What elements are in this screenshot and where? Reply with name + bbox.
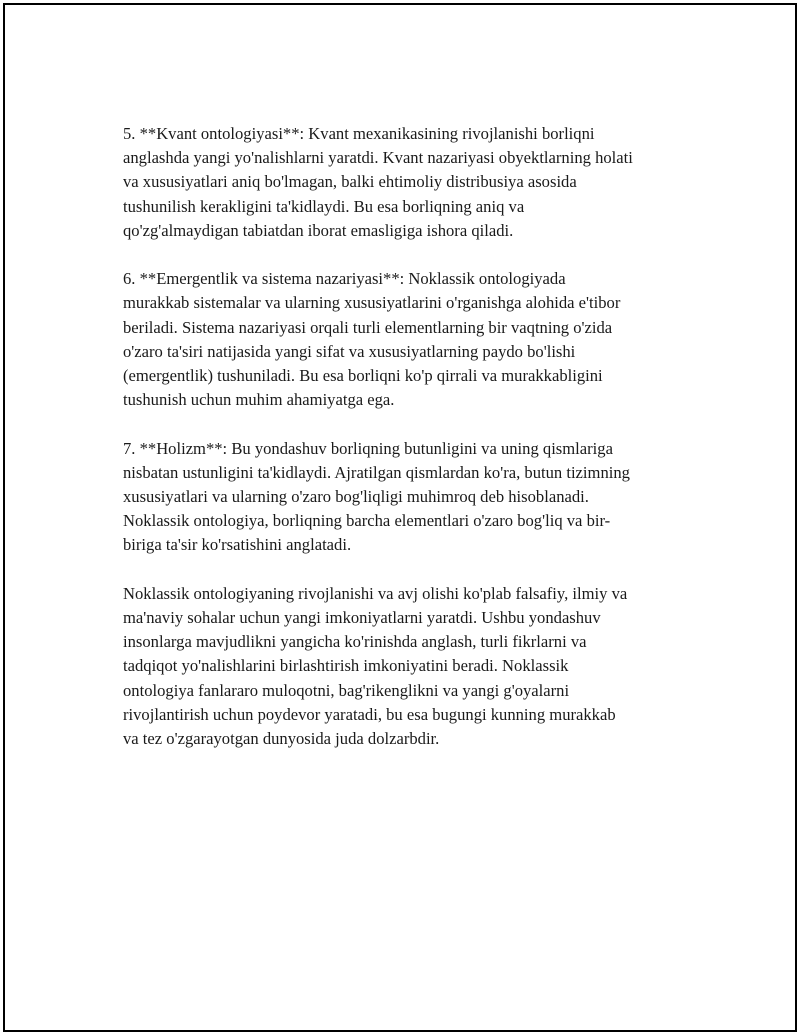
text-line: nisbatan ustunligini ta'kidlaydi. Ajratilgan qismlardan ko'ra, butun tizimning [123,462,630,482]
text-line: va tez o'zgarayotgan dunyosida juda dolzarbdir. [123,729,440,749]
text-line: tushunilish kerakligini ta'kidlaydi. Bu esa borliqning aniq va [123,196,525,216]
paragraph-conclusion [123,582,703,751]
paragraph-kvant-ontologiyasi [123,122,703,243]
text-line: va xususiyatlari aniq bo'lmagan, balki ehtimoliy distribusiya asosida [123,172,577,192]
text-line: anglashda yangi yo'nalishlarni yaratdi. Kvant nazariyasi obyektlarning holati [123,148,633,168]
text-line: xususiyatlari va ularning o'zaro bog'liqligi muhimroq deb hisoblanadi. [123,487,589,507]
paragraph-holizm [123,437,703,558]
text-line: (emergentlik) tushuniladi. Bu esa borliqni ko'p qirrali va murakkabligini [123,366,603,386]
text-line: qo'zg'almaydigan tabiatdan iborat emasligiga ishora qiladi. [123,220,514,240]
text-line: ontologiya fanlararo muloqotni, bag'rikenglikni va yangi g'oyalarni [123,680,570,700]
text-line: 7. **Holizm**: Bu yondashuv borliqning butunligini va uning qismlariga [123,438,613,458]
text-line: murakkab sistemalar va ularning xususiyatlarini o'rganishga alohida e'tibor [123,293,621,313]
document-body [123,122,703,775]
text-line: rivojlantirish uchun poydevor yaratadi, bu esa bugungi kunning murakkab [123,704,616,724]
text-line: beriladi. Sistema nazariyasi orqali turli elementlarning bir vaqtning o'zida [123,317,613,337]
text-line: insonlarga mavjudlikni yangicha ko'rinishda anglash, turli fikrlarni va [123,632,587,652]
text-line: tushunish uchun muhim ahamiyatga ega. [123,390,395,410]
text-line: o'zaro ta'siri natijasida yangi sifat va xususiyatlarning paydo bo'lishi [123,341,576,361]
text-line: 6. **Emergentlik va sistema nazariyasi**: Noklassik ontologiyada [123,269,566,289]
text-line: Noklassik ontologiyaning rivojlanishi va avj olishi ko'plab falsafiy, ilmiy va [123,583,628,603]
text-line: Noklassik ontologiya, borliqning barcha elementlari o'zaro bog'liq va bir- [123,511,611,531]
paragraph-emergentlik [123,267,703,412]
page-frame [3,3,797,1032]
text-line: tadqiqot yo'nalishlarini birlashtirish imkoniyatini beradi. Noklassik [123,656,569,676]
text-line: 5. **Kvant ontologiyasi**: Kvant mexanikasining rivojlanishi borliqni [123,124,595,143]
text-line: biriga ta'sir ko'rsatishini anglatadi. [123,535,352,555]
text-line: ma'naviy sohalar uchun yangi imkoniyatlarni yaratdi. Ushbu yondashuv [123,608,601,628]
